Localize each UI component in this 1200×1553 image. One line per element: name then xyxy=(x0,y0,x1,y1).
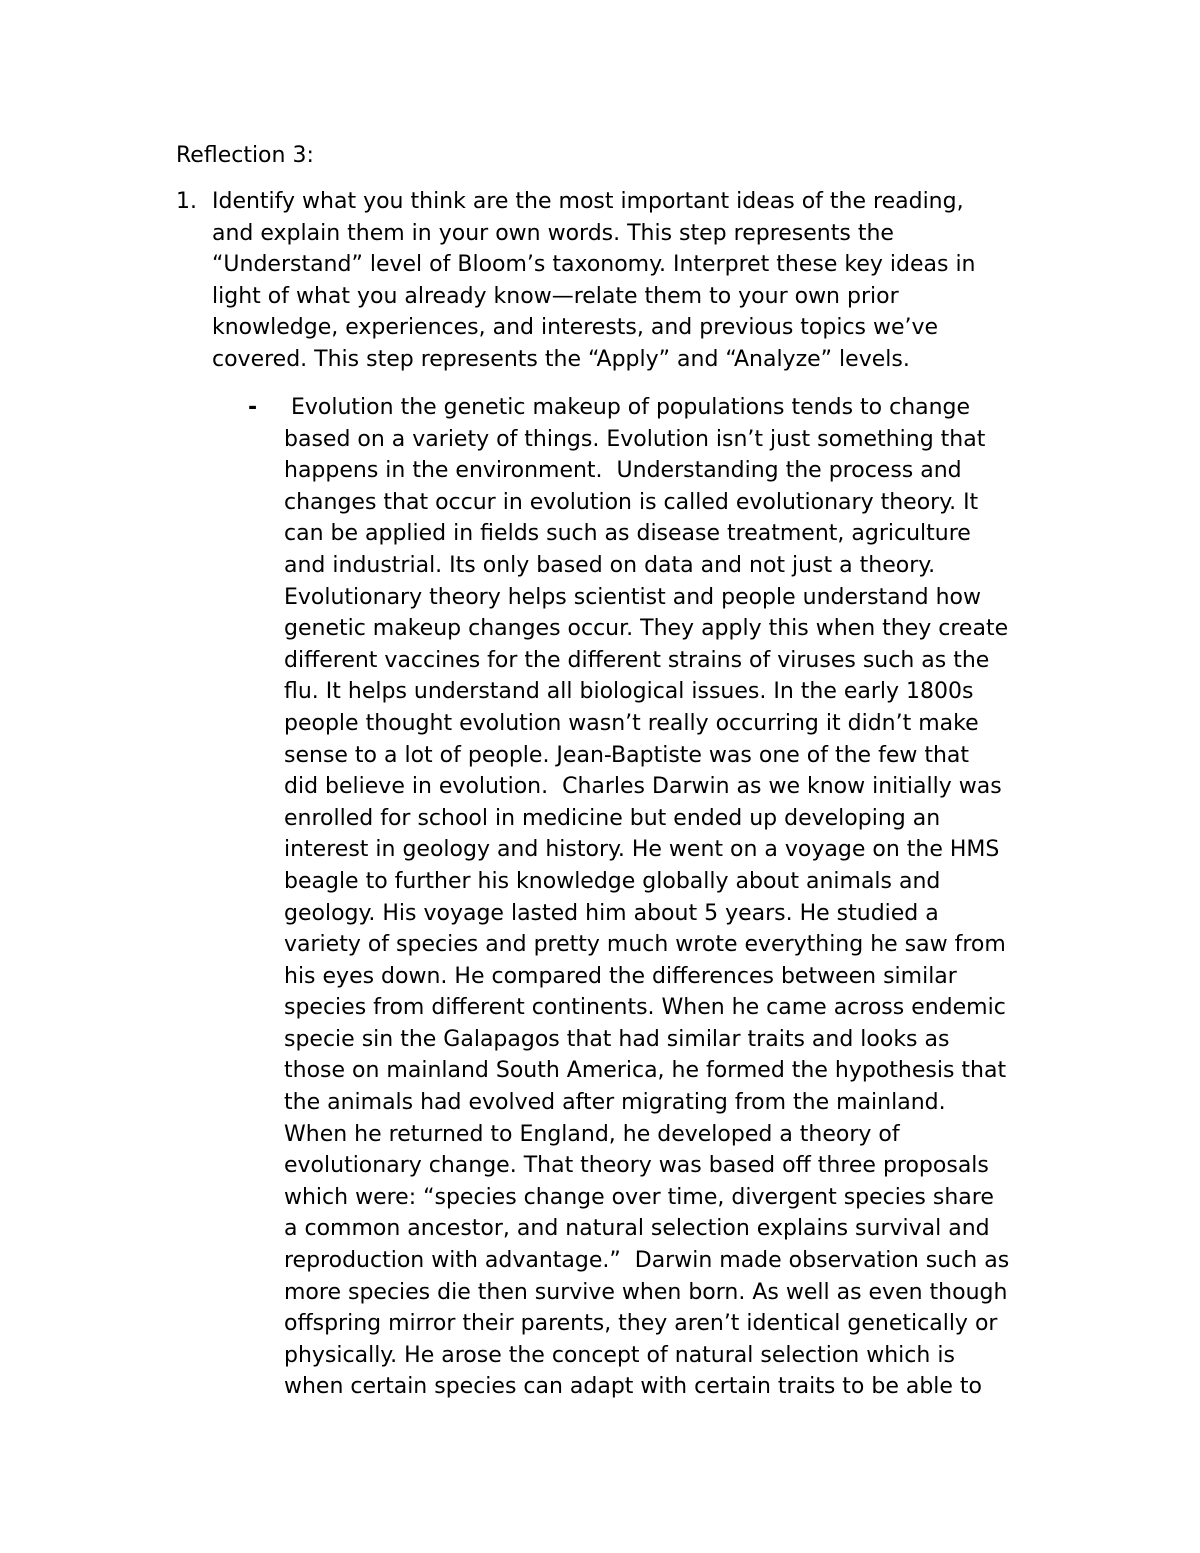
answer-line: different vaccines for the different strains of viruses such as the xyxy=(284,647,990,673)
answer-line: more species die then survive when born. As well as even though xyxy=(284,1279,1008,1305)
answer-line: those on mainland South America, he formed the hypothesis that xyxy=(284,1058,1007,1084)
answer-line: variety of species and pretty much wrote everything he saw from xyxy=(284,932,1006,958)
question-line: light of what you already know—relate them to your own prior xyxy=(212,283,899,309)
answer-line: flu. It helps understand all biological issues. In the early 1800s xyxy=(284,679,974,705)
answer-line: Evolutionary theory helps scientist and people understand how xyxy=(284,584,981,610)
answer-line: interest in geology and history. He went on a voyage on the HMS xyxy=(284,837,1000,863)
answer-line: happens in the environment. Understanding the process and xyxy=(284,458,962,484)
answer-line: physically. He arose the concept of natural selection which is xyxy=(284,1342,955,1368)
question-line: “Understand” level of Bloom’s taxonomy. Interpret these key ideas in xyxy=(212,252,976,278)
answer-line: can be applied in fields such as disease treatment, agriculture xyxy=(284,521,971,547)
question-line: Identify what you think are the most important ideas of the reading, xyxy=(212,189,964,214)
answer-line: species from different continents. When he came across endemic xyxy=(284,995,1006,1021)
answer-line: sense to a lot of people. Jean-Baptiste was one of the few that xyxy=(284,742,970,768)
question-line: knowledge, experiences, and interests, and previous topics we’ve xyxy=(212,315,939,341)
answer-line: beagle to further his knowledge globally about animals and xyxy=(284,868,941,894)
answer-line: people thought evolution wasn’t really occurring it didn’t make xyxy=(284,710,979,736)
document-heading: Reflection 3: xyxy=(176,143,314,168)
answer-text xyxy=(284,392,1009,1403)
question-number: 1. xyxy=(176,189,197,214)
answer-line: his eyes down. He compared the differences between similar xyxy=(284,963,957,989)
answer-line: changes that occur in evolution is called evolutionary theory. It xyxy=(284,489,979,515)
answer-line: evolutionary change. That theory was based off three proposals xyxy=(284,1153,989,1179)
answer-line: offspring mirror their parents, they aren’t identical genetically or xyxy=(284,1311,998,1337)
question-line: and explain them in your own words. This step represents the xyxy=(212,220,894,246)
answer-line: When he returned to England, he developed a theory of xyxy=(284,1121,900,1147)
answer-line: when certain species can adapt with certain traits to be able to xyxy=(284,1374,983,1400)
answer-line: did believe in evolution. Charles Darwin as we know initially was xyxy=(284,774,1002,800)
answer-line: the animals had evolved after migrating from the mainland. xyxy=(284,1090,946,1116)
answer-bullet-marker: - xyxy=(248,395,258,420)
answer-line: geology. His voyage lasted him about 5 years. He studied a xyxy=(284,900,939,926)
answer-line: specie sin the Galapagos that had similar traits and looks as xyxy=(284,1026,950,1052)
answer-line: enrolled for school in medicine but ended up developing an xyxy=(284,805,941,831)
question-text xyxy=(212,186,976,376)
answer-line: Evolution the genetic makeup of populations tends to change xyxy=(284,395,971,420)
answer-line: reproduction with advantage.” Darwin made observation such as xyxy=(284,1248,1010,1274)
answer-line: which were: “species change over time, divergent species share xyxy=(284,1184,994,1210)
answer-line: and industrial. Its only based on data and not just a theory. xyxy=(284,552,936,578)
question-line: covered. This step represents the “Apply” and “Analyze” levels. xyxy=(212,346,910,372)
answer-line: based on a variety of things. Evolution isn’t just something that xyxy=(284,426,986,452)
answer-line: a common ancestor, and natural selection explains survival and xyxy=(284,1216,990,1242)
answer-line: genetic makeup changes occur. They apply this when they create xyxy=(284,616,1009,642)
